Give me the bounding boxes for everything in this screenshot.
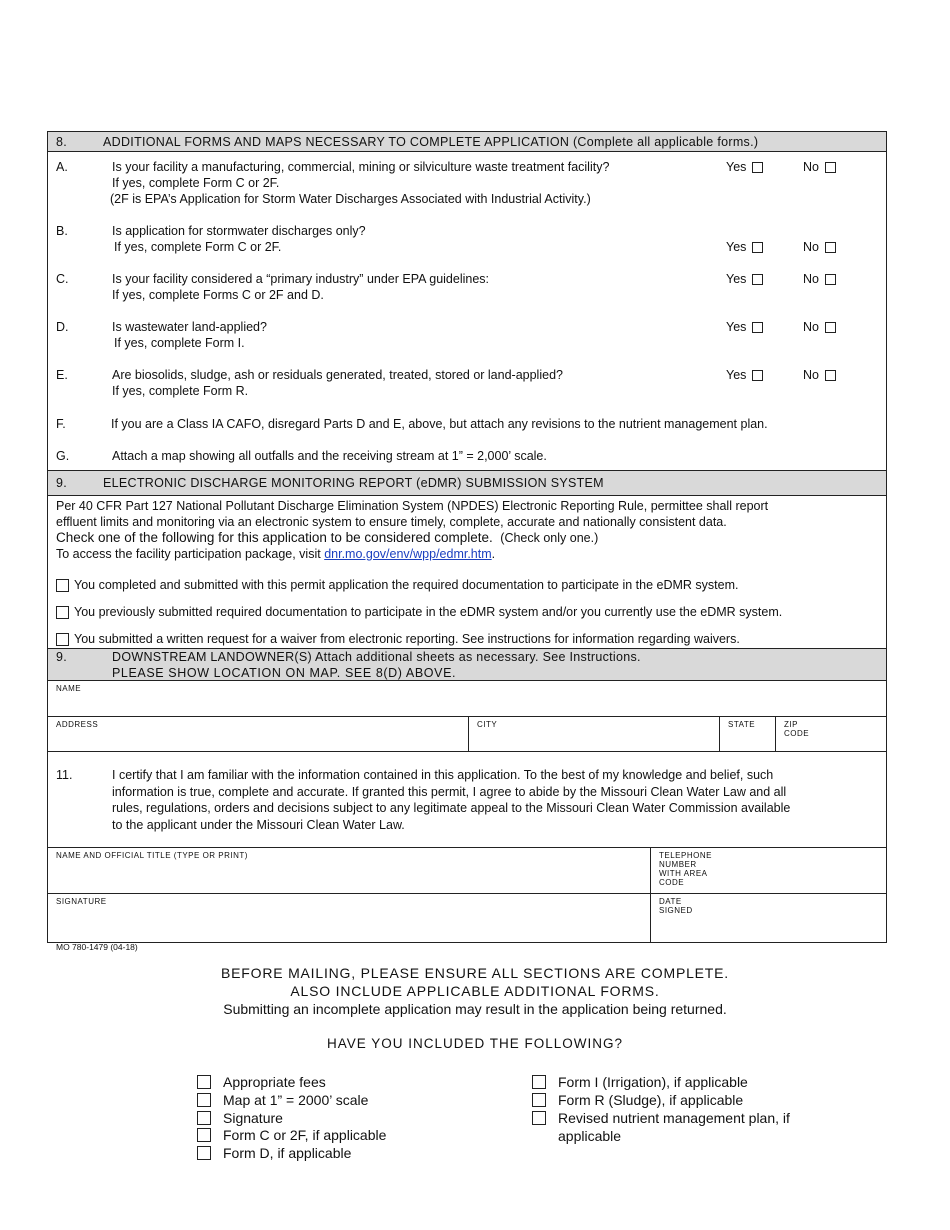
checklist-nutrient-plan[interactable]: Revised nutrient management plan, if applicable [532, 1109, 790, 1145]
question-e-yes[interactable]: Yes [726, 368, 763, 382]
yes-checkbox[interactable] [752, 322, 763, 333]
edmr-option-2[interactable]: You previously submitted required documentation to participate in the eDMR system and/or you currently use the eDMR system. [56, 605, 782, 619]
section-8-number: 8. [56, 134, 68, 149]
date-signed-field[interactable]: DATE SIGNED [650, 894, 651, 942]
checklist-question: HAVE YOU INCLUDED THE FOLLOWING? [326, 1036, 624, 1051]
application-form [47, 131, 887, 943]
certification: 11. I certify that I am familiar with the information contained in this application. To the best of my knowledge and belief, such information is true, complete and accurate. If granted this permit, I agree to abide by the Missouri Clean Water Law and all rules, regulations, orders and decisions subject to any legitimate appeal to the Missouri Clean Water Commission available to the applicant under the Missouri Clean Water Law. [48, 752, 886, 848]
question-d-no[interactable]: No [803, 320, 836, 334]
form-number: MO 780-1479 (04-18) [56, 942, 138, 952]
question-a-letter: A. [56, 160, 68, 174]
edmr-checkbox-1[interactable] [56, 579, 69, 592]
edmr-checkbox-2[interactable] [56, 606, 69, 619]
edmr-option-1[interactable]: You completed and submitted with this permit application the required documentation to participate in the eDMR system. [56, 578, 738, 592]
yes-checkbox[interactable] [752, 274, 763, 285]
address-field[interactable]: ADDRESS [56, 720, 99, 729]
yes-checkbox[interactable] [752, 162, 763, 173]
edmr-checkbox-3[interactable] [56, 633, 69, 646]
section-9-header: 9. ELECTRONIC DISCHARGE MONITORING REPORT (eDMR) SUBMISSION SYSTEM [48, 470, 886, 496]
checklist-form-c[interactable]: Form C or 2F, if applicable [197, 1126, 386, 1144]
name-title-row [48, 848, 886, 894]
question-d-yes[interactable]: Yes [726, 320, 763, 334]
telephone-field[interactable]: TELEPHONE NUMBER WITH AREA CODE [650, 848, 651, 893]
question-a-no[interactable]: No [803, 160, 836, 174]
no-checkbox[interactable] [825, 162, 836, 173]
section-8-title: ADDITIONAL FORMS AND MAPS NECESSARY TO COMPLETE APPLICATION (Complete all applicable forms.) [103, 134, 759, 149]
name-title-field[interactable]: NAME AND OFFICIAL TITLE (TYPE OR PRINT) [56, 851, 248, 860]
checklist-map[interactable]: Map at 1” = 2000’ scale [197, 1091, 368, 1109]
question-b-yes[interactable]: Yes [726, 240, 763, 254]
yes-checkbox[interactable] [752, 242, 763, 253]
question-e-no[interactable]: No [803, 368, 836, 382]
city-field[interactable]: CITY [468, 717, 469, 751]
mailing-line-2: ALSO INCLUDE APPLICABLE ADDITIONAL FORMS. [290, 983, 660, 999]
question-a-yes[interactable]: Yes [726, 160, 763, 174]
certification-text: I certify that I am familiar with the information contained in this application. To the best of my knowledge and belief, such information is true, complete and accurate. If granted this permit, I agree to abide by the Missouri Clean Water Law and all rules, regulations, orders and decisions subject to any legitimate appeal to the Missouri Clean Water Commission available to the applicant under the Missouri Clean Water Law. [112, 768, 791, 832]
edmr-link[interactable]: dnr.mo.gov/env/wpp/edmr.htm [324, 547, 492, 561]
checklist-form-d[interactable]: Form D, if applicable [197, 1144, 351, 1162]
section-9-body: Per 40 CFR Part 127 National Pollutant Discharge Elimination System (NPDES) Electronic Reporting Rule, permittee shall report effluent limits and monitoring via an electronic system to ensure timely, complete, accurate and nationally consistent data. Check one of the following for this application to be considered complete. (Check only one.) To access the facility participation package, visit dnr.mo.gov/env/wpp/edmr.htm. You completed and submitted with this permit application the required documentation to participate in the eDMR system. You previously submitted required documentation to participate in the eDMR system and/or you currently use the eDMR system. You submitted a written request for a waiver from electronic reporting. See instructions for information regarding waivers. [56, 499, 783, 646]
section-8-header [48, 132, 886, 152]
no-checkbox[interactable] [825, 370, 836, 381]
state-field[interactable]: STATE [719, 717, 720, 751]
zip-field[interactable]: ZIP CODE [775, 717, 776, 751]
landowner-address-row [48, 717, 886, 752]
question-c-no[interactable]: No [803, 272, 836, 286]
checklist-form-r[interactable]: Form R (Sludge), if applicable [532, 1091, 743, 1109]
mailing-line-1: BEFORE MAILING, PLEASE ENSURE ALL SECTIONS ARE COMPLETE. [221, 965, 729, 981]
question-b-no[interactable]: No [803, 240, 836, 254]
mailing-line-3: Submitting an incomplete application may result in the application being returned. [223, 1001, 727, 1017]
question-a-text: Is your facility a manufacturing, commercial, mining or silviculture waste treatment facility? If yes, complete Form C or 2F. (2F is EPA’s Application for Storm Water Discharges Associated with Industrial Activity.) [110, 160, 610, 206]
section-9-title: ELECTRONIC DISCHARGE MONITORING REPORT (eDMR) SUBMISSION SYSTEM [103, 476, 604, 490]
signature-row [48, 894, 886, 942]
checklist-signature[interactable]: Signature [197, 1109, 283, 1127]
no-checkbox[interactable] [825, 242, 836, 253]
no-checkbox[interactable] [825, 322, 836, 333]
checklist-fees[interactable]: Appropriate fees [197, 1073, 326, 1091]
section-8-body: A. Is your facility a manufacturing, commercial, mining or silviculture waste treatment facility? If yes, complete Form C or 2F. (2F is EPA’s Application for Storm Water Discharges Associated with Industrial Activity.) Yes No B. Is application for stormwater discharges only? If yes, complete Form C or 2F. Yes No C. Is your facility considered a “primary industry” under EPA guidelines: If yes, complete Forms C or 2F and D. Yes No D. Is wastewater land-applied? If yes, complete Form I. Yes No E. Are biosolids, sludge, ash or residuals generated, treated, stored or land-applied? If yes, complete Form R. Yes No F. If you are a Class IA CAFO, disregard Parts D and E, above, but attach any revisions to the nutrient management plan. G. Attach a map showing all outfalls and the receiving stream at 1” = 2,000’ scale. [48, 152, 886, 470]
yes-checkbox[interactable] [752, 370, 763, 381]
downstream-header: 9. DOWNSTREAM LANDOWNER(S) Attach additional sheets as necessary. See Instructions. PLEASE SHOW LOCATION ON MAP. SEE 8(D) ABOVE. [48, 648, 886, 681]
question-c-yes[interactable]: Yes [726, 272, 763, 286]
signature-field[interactable]: SIGNATURE [56, 897, 107, 906]
checklist-form-i[interactable]: Form I (Irrigation), if applicable [532, 1073, 748, 1091]
edmr-option-3[interactable]: You submitted a written request for a waiver from electronic reporting. See instructions for information regarding waivers. [56, 632, 740, 646]
landowner-name-field[interactable]: NAME [48, 681, 886, 717]
no-checkbox[interactable] [825, 274, 836, 285]
